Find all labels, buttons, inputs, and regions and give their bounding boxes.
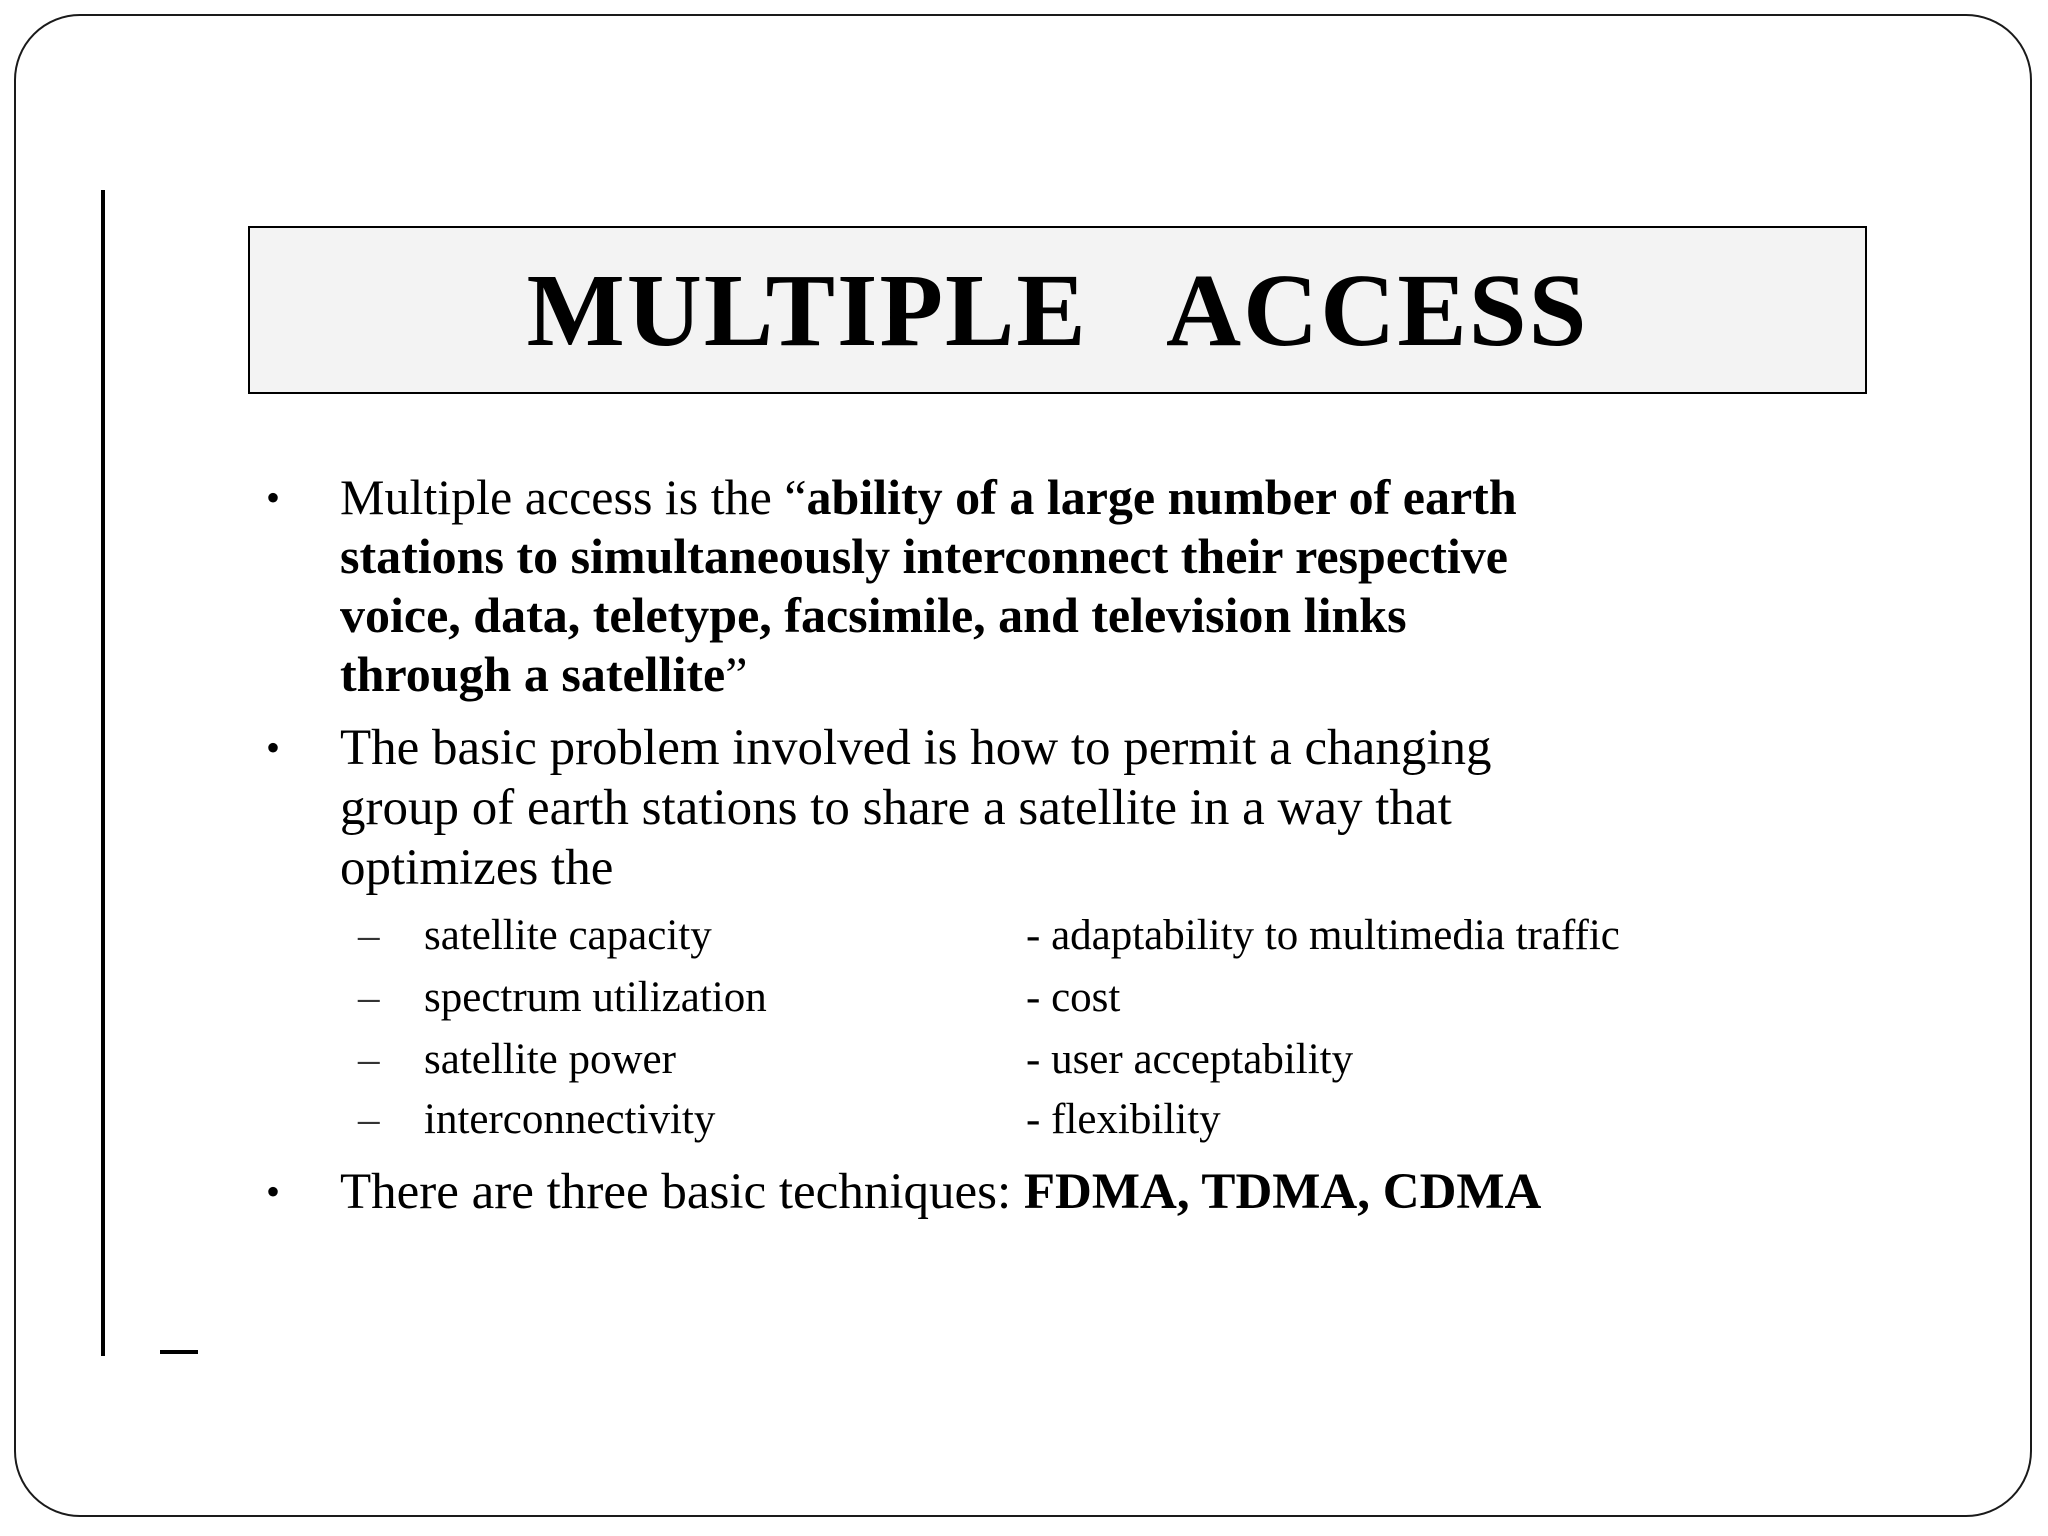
- sub-dash: –: [358, 974, 380, 1021]
- bullet-3-bold: FDMA, TDMA, CDMA: [1023, 1164, 1542, 1220]
- bullet-1-bold-4: through a satellite: [340, 646, 726, 702]
- bullet-2-line-1: The basic problem involved is how to permit a changing: [340, 720, 1492, 776]
- sub-item-left: satellite power: [424, 1036, 676, 1083]
- bullet-item-3: [262, 1162, 1902, 1222]
- sub-item-left: spectrum utilization: [424, 974, 767, 1021]
- bullet-1-line-4: [340, 645, 1902, 704]
- bullet-1-line-1: [340, 468, 1902, 527]
- bullet-3-plain: There are three basic techniques:: [340, 1164, 1024, 1220]
- sub-dash: –: [358, 912, 380, 959]
- bullet-2-line-3: optimizes the: [340, 840, 614, 896]
- bullet-marker: •: [266, 475, 281, 520]
- bullet-1-bold-3: voice, data, teletype, facsimile, and television links: [340, 587, 1407, 643]
- bullet-1-suffix: ”: [725, 646, 748, 702]
- bullet-1-bold-1: ability of a large number of earth: [806, 469, 1517, 525]
- bullet-1-prefix: Multiple access is the “: [340, 469, 807, 525]
- sub-item-right: - user acceptability: [1026, 1036, 1354, 1083]
- bottom-dash-mark: [160, 1350, 198, 1354]
- left-vertical-rule: [101, 190, 105, 1356]
- slide-content: [262, 468, 1902, 1222]
- bullet-1-bold-2: stations to simultaneously interconnect their respective: [340, 528, 1508, 584]
- bullet-marker: •: [266, 1169, 281, 1214]
- bullet-marker: •: [266, 725, 281, 770]
- sub-dash: –: [358, 1036, 380, 1083]
- sub-item-left: interconnectivity: [424, 1096, 716, 1143]
- bullet-item-1: [262, 468, 1902, 704]
- bullet-2-line-2: group of earth stations to share a satellite in a way that: [340, 780, 1452, 836]
- bullet-item-2: [262, 718, 1902, 898]
- sub-item-right: - flexibility: [1026, 1096, 1221, 1143]
- sub-dash: –: [358, 1096, 380, 1143]
- sub-item-list: [262, 906, 1902, 1152]
- sub-item-right: - adaptability to multimedia traffic: [1026, 912, 1620, 959]
- sub-item-left: satellite capacity: [424, 912, 712, 959]
- title-box: [248, 226, 1867, 394]
- slide-title: MULTIPLE ACCESS: [526, 252, 1589, 368]
- sub-item-right: - cost: [1026, 974, 1121, 1021]
- bullet-3-line-1: [340, 1162, 1902, 1222]
